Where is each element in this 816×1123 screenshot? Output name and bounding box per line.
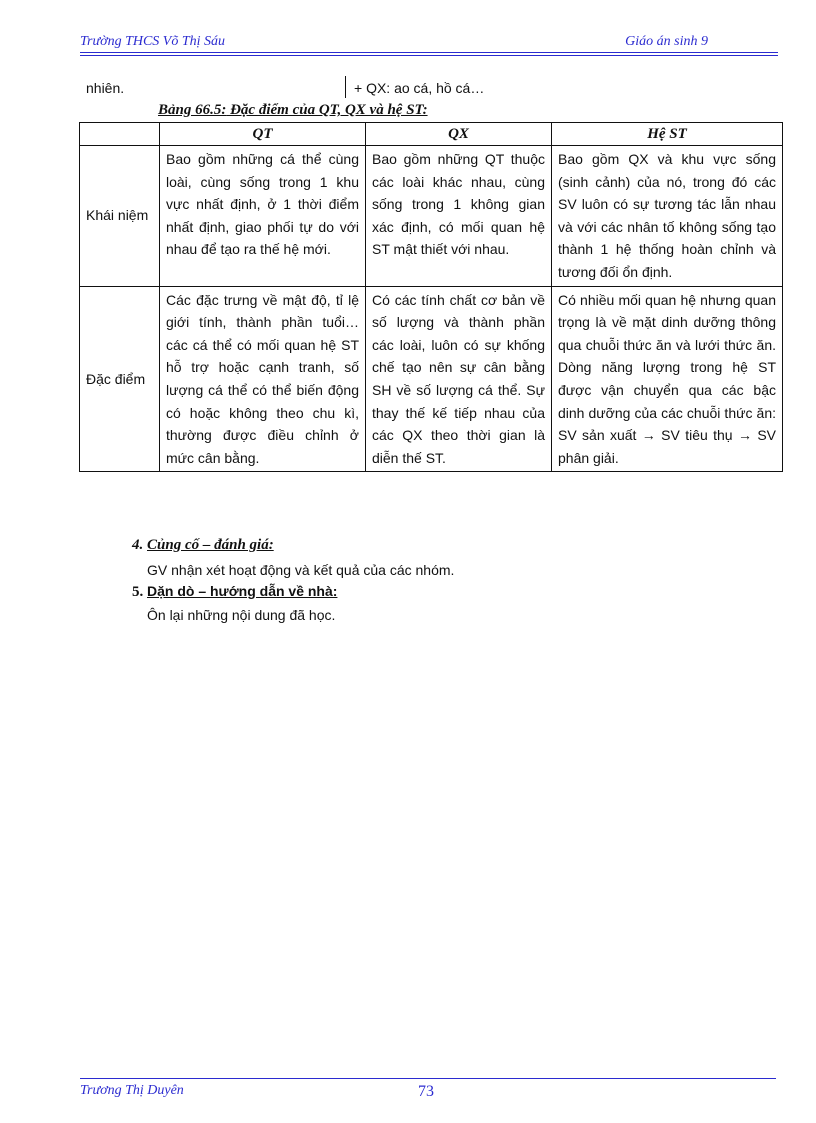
comparison-table bbox=[79, 122, 783, 472]
header-cell-empty bbox=[80, 123, 160, 146]
table-caption-text: Đặc điểm của QT, QX và hệ ST: bbox=[226, 102, 428, 118]
header-school: Trường THCS Võ Thị Sáu bbox=[80, 34, 226, 49]
table-cell: Các đặc trưng về mật độ, tỉ lệ giới tính, thành phần tuổi… các cá thể có mối quan hệ ST hỗ trợ hoặc cạnh tranh, số lượng cá thể có thể biến động có hoặc không theo chu kì, thường được điều chỉnh ở mức cân bằng. bbox=[160, 286, 366, 472]
section-5-heading bbox=[132, 583, 337, 601]
table-row bbox=[80, 146, 783, 287]
header-cell-qt: QT bbox=[160, 123, 366, 146]
fragment-divider bbox=[345, 76, 346, 98]
section-5-text: Ôn lại những nội dung đã học. bbox=[147, 607, 336, 623]
section-4-title: Củng cố – đánh giá: bbox=[147, 537, 274, 553]
row-label-khai-niem: Khái niệm bbox=[80, 146, 160, 287]
table-row bbox=[80, 286, 783, 472]
section-4-text: GV nhận xét hoạt động và kết quả của các nhóm. bbox=[147, 562, 455, 578]
table-cell: Có nhiều mối quan hệ nhưng quan trọng là về mặt dinh dưỡng thông qua chuỗi thức ăn và lưới thức ăn. Dòng năng lượng trong hệ ST được vận chuyển qua các bậc dinh dưỡng của các chuỗi thức ăn: SV sản xuất → SV tiêu thụ → SV phân giải. bbox=[552, 286, 783, 472]
header-cell-qx: QX bbox=[366, 123, 552, 146]
fragment-left-text: nhiên. bbox=[86, 80, 125, 96]
row-label-dac-diem: Đặc điểm bbox=[80, 286, 160, 472]
table-cell: Bao gồm QX và khu vực sống (sinh cảnh) của nó, trong đó các SV luôn có sự tương tác lẫn nhau và với các nhân tố không sống tạo thành 1 hệ thống hoàn chỉnh và tương đối ổn định. bbox=[552, 146, 783, 287]
table-caption bbox=[158, 102, 428, 119]
section-4-number: 4. bbox=[132, 537, 144, 553]
table-caption-label: Bảng 66.5: bbox=[158, 102, 227, 118]
footer-rule bbox=[80, 1078, 776, 1079]
section-5-title: Dặn dò – hướng dẫn về nhà: bbox=[147, 583, 338, 599]
table-cell: Bao gồm những cá thể cùng loài, cùng sống trong 1 khu vực nhất định, ở 1 thời điểm nhất định, giao phối tự do với nhau để tạo ra thế hệ mới. bbox=[160, 146, 366, 287]
section-4-heading bbox=[132, 537, 274, 554]
footer-author: Trương Thị Duyên bbox=[80, 1083, 184, 1098]
page-number: 73 bbox=[418, 1083, 434, 1100]
header-cell-he-st: Hệ ST bbox=[552, 123, 783, 146]
table-header-row bbox=[80, 123, 783, 146]
fragment-right-text: + QX: ao cá, hồ cá… bbox=[354, 80, 485, 96]
header-subject: Giáo án sinh 9 bbox=[625, 34, 708, 49]
table-cell: Có các tính chất cơ bản về số lượng và thành phần các loài, luôn có sự khống chế tạo nên sự cân bằng SH về số lượng cá thể. Sự thay thế kế tiếp nhau của các QX theo thời gian là diễn thế ST. bbox=[366, 286, 552, 472]
page-header bbox=[80, 32, 778, 53]
section-5-number: 5. bbox=[132, 584, 144, 600]
table-cell: Bao gồm những QT thuộc các loài khác nhau, cùng sống trong 1 không gian xác định, có mối quan hệ ST mật thiết với nhau. bbox=[366, 146, 552, 287]
